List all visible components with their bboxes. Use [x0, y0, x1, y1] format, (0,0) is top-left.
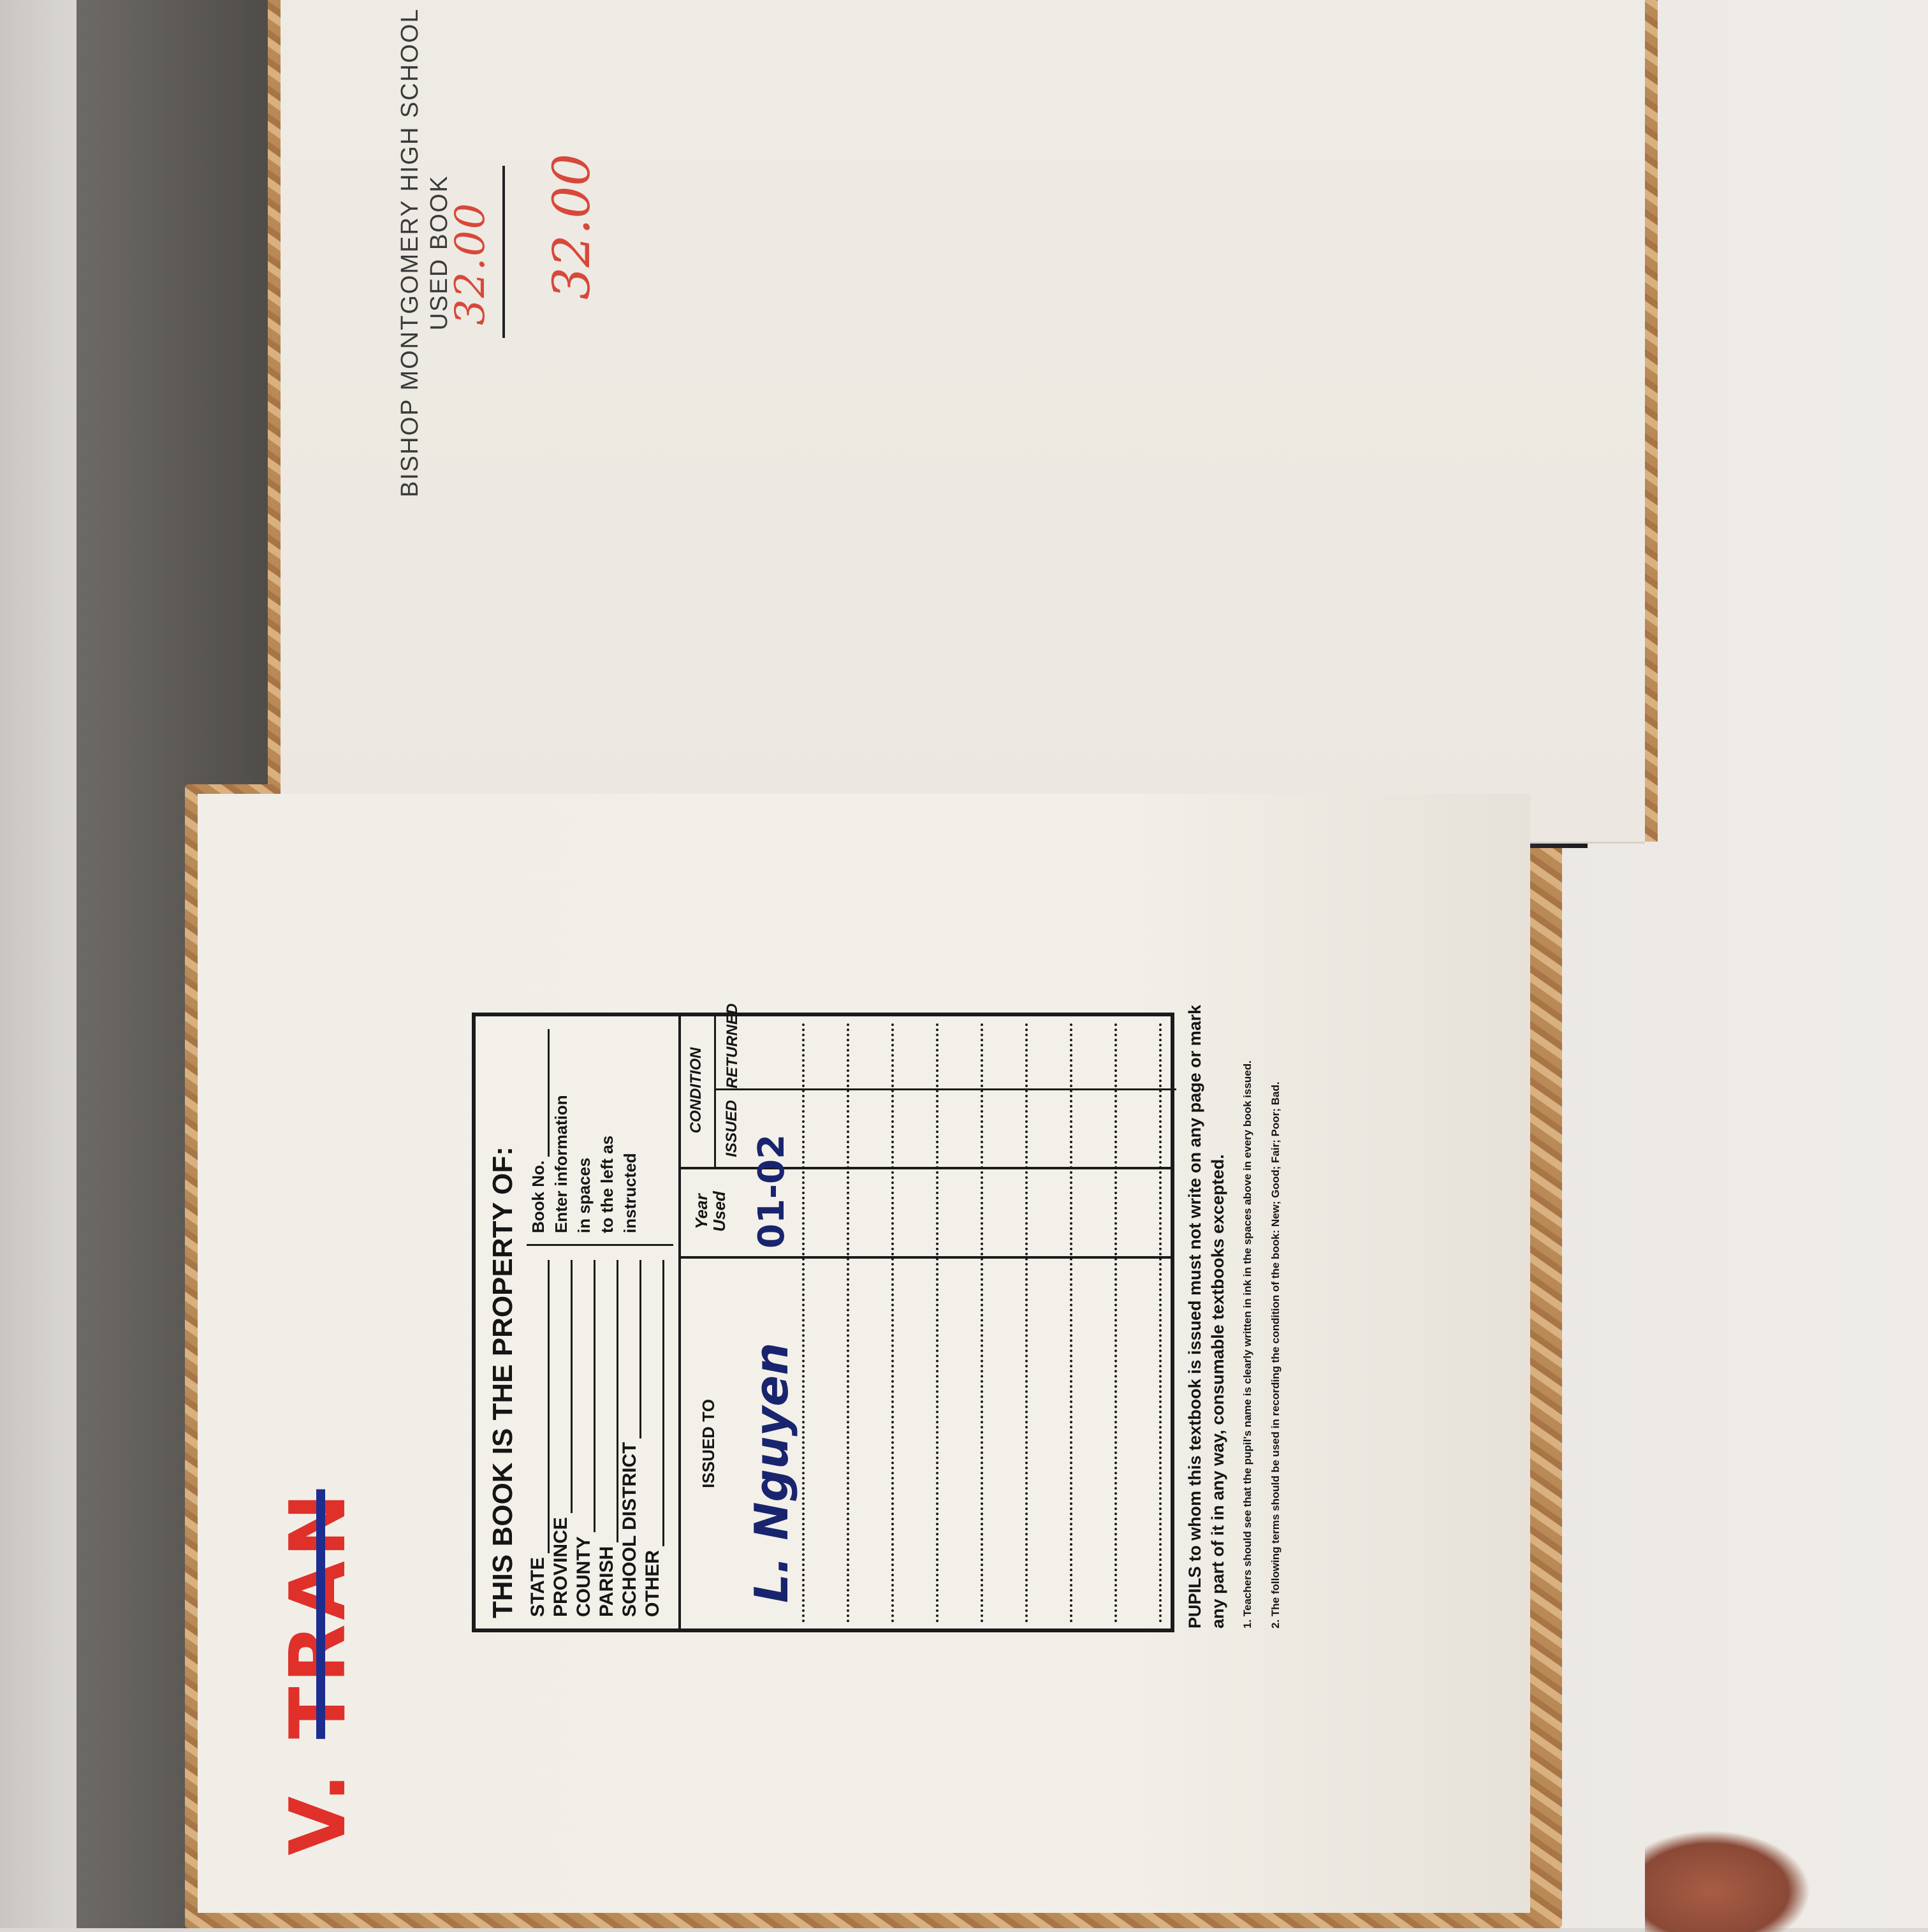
header-issued-to: ISSUED TO	[699, 1399, 718, 1488]
book-number-block	[527, 1029, 641, 1233]
field-school-district: SCHOOL DISTRICT	[618, 1260, 641, 1617]
stamp-price: 32.00	[447, 201, 494, 325]
instruction-line-2: in spaces	[574, 1157, 594, 1233]
field-province: PROVINCE	[550, 1260, 573, 1617]
book-number-field: Book No.	[527, 1029, 550, 1233]
table-row	[847, 1023, 849, 1622]
field-state: STATE	[527, 1260, 550, 1617]
table-row	[1070, 1023, 1072, 1622]
table-row	[1025, 1023, 1028, 1622]
stamp-underline	[502, 166, 505, 338]
instruction-line-1: Enter information	[551, 1095, 571, 1233]
property-form-wrapper	[472, 1003, 1282, 1632]
hand-fingers	[1645, 1830, 1811, 1932]
header-condition-returned: RETURNED	[716, 1012, 1176, 1090]
header-condition: CONDITION	[687, 1047, 705, 1134]
header-year-used: Year Used	[692, 1191, 729, 1232]
table-row	[1159, 1023, 1162, 1622]
issue-table	[681, 1003, 1171, 1628]
form-title: THIS BOOK IS THE PROPERTY OF:	[487, 1146, 518, 1618]
table-row	[891, 1023, 894, 1622]
table-row	[802, 1023, 805, 1622]
entry-year-handwritten: 01-02	[751, 1134, 792, 1248]
field-parish: PARISH	[595, 1260, 618, 1617]
property-form	[472, 1003, 1282, 1632]
used-book-stamp	[395, 8, 494, 497]
stamp-school-name: BISHOP MONTGOMERY HIGH SCHOOL	[397, 8, 423, 497]
stamp-used-book: USED BOOK	[426, 175, 453, 331]
flyleaf-page	[281, 0, 1645, 844]
owner-initial: V.	[274, 1769, 363, 1855]
header-condition-issued: ISSUED	[723, 1100, 740, 1157]
field-other: OTHER	[641, 1260, 664, 1617]
table-row	[936, 1023, 938, 1622]
table-row	[1114, 1023, 1117, 1622]
owner-name-handwritten	[274, 1489, 363, 1855]
instruction-line-3: to the left as	[597, 1135, 617, 1233]
form-divider-vertical	[527, 1244, 673, 1246]
notice-pupils: PUPILS to whom this textbook is issued must not write on any page or mark any part of it in any way, consumable textbooks excepted.	[1185, 1004, 1227, 1628]
handwritten-price: 32.00	[542, 153, 601, 300]
notice-condition-terms: 2. The following terms should be used in recording the condition of the book: New; Good; Fair; Poor; Bad.	[1269, 1081, 1282, 1628]
property-fields	[527, 1260, 664, 1617]
entry-name-handwritten: L. Nguyen	[745, 1342, 798, 1603]
notice-teachers: 1. Teachers should see that the pupil's name is clearly written in ink in the spaces above in every book issued.	[1241, 1060, 1253, 1628]
instruction-line-4: instructed	[620, 1153, 639, 1233]
table-row	[981, 1023, 983, 1622]
owner-surname: TRAN	[274, 1489, 363, 1739]
field-county: COUNTY	[573, 1260, 595, 1617]
